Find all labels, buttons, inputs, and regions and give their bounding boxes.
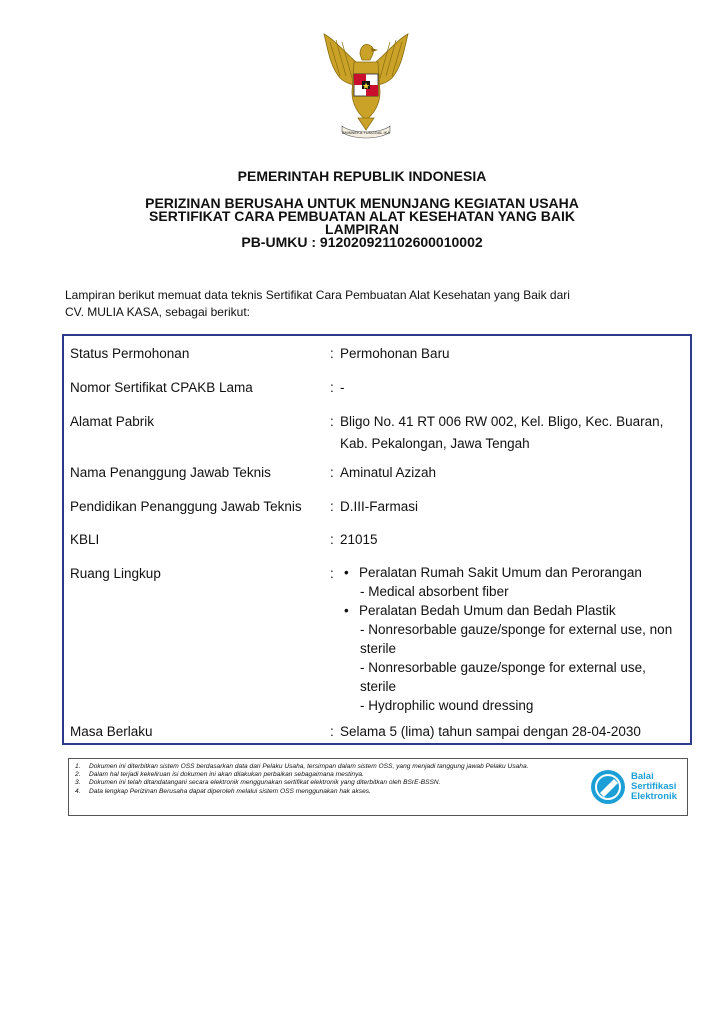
scope-subitem: - Hydrophilic wound dressing [360, 698, 534, 713]
field-label: Status Permohonan [70, 346, 190, 361]
footer-note [75, 771, 555, 779]
field-value: Selama 5 (lima) tahun sampai dengan 28-04-2030 [340, 724, 641, 739]
document-title-line3: LAMPIRAN [325, 221, 399, 237]
license-number: PB-UMKU : 912020921102600010002 [241, 234, 483, 250]
note-number: 4. [75, 787, 81, 795]
field-value: Aminatul Azizah [340, 465, 437, 480]
garuda-emblem-icon [316, 30, 416, 142]
scope-subitem: - Medical absorbent fiber [360, 584, 509, 599]
intro-line: Lampiran berikut memuat data teknis Sertifikat Cara Pembuatan Alat Kesehatan yang Baik dari [65, 288, 570, 302]
field-label: Masa Berlaku [70, 724, 153, 739]
bullet-icon: • [344, 603, 349, 618]
scope-item-title: Peralatan Rumah Sakit Umum dan Perorangan [359, 565, 642, 580]
field-value: 21015 [340, 532, 378, 547]
footer-note [75, 779, 555, 787]
colon: : [330, 724, 334, 739]
scope-item [340, 563, 685, 582]
colon: : [330, 499, 334, 514]
bsre-label-line: Balai [631, 771, 654, 782]
document-title-line1: PERIZINAN BERUSAHA UNTUK MENUNJANG KEGIATAN USAHA [145, 195, 579, 211]
colon: : [330, 465, 334, 480]
field-label: KBLI [70, 532, 100, 547]
scope-item-title: Peralatan Bedah Umum dan Bedah Plastik [359, 603, 616, 618]
note-text: Dokumen ini diterbitkan sistem OSS berdasarkan data dari Pelaku Usaha, tersimpan dalam sistem OSS, yang menjadi tanggung jawab Pelaku Usaha. [89, 763, 529, 770]
scope-subitem: - Nonresorbable gauze/sponge for external use, sterile [360, 660, 646, 694]
colon: : [330, 532, 334, 547]
field-label: Nama Penanggung Jawab Teknis [70, 465, 271, 480]
intro-line: CV. MULIA KASA, sebagai berikut: [65, 305, 250, 319]
field-value [340, 411, 685, 454]
note-number: 1. [75, 763, 81, 770]
bullet-icon: • [344, 565, 349, 580]
bsre-badge [589, 768, 685, 808]
colon: : [330, 414, 334, 429]
document-title-line2: SERTIFIKAT CARA PEMBUATAN ALAT KESEHATAN YANG BAIK [149, 208, 575, 224]
bsre-label [631, 772, 677, 802]
note-number: 3. [75, 779, 81, 787]
government-title: PEMERINTAH REPUBLIK INDONESIA [237, 168, 487, 184]
field-label: Alamat Pabrik [70, 414, 155, 429]
note-text: Dalam hal terjadi kekeliruan isi dokumen ini akan dilakukan perbaikan sebagaimana mestinya. [89, 771, 364, 779]
colon: : [330, 346, 334, 361]
footer-note [75, 763, 555, 771]
technical-data-box [62, 334, 692, 745]
note-number: 2. [75, 771, 81, 779]
scope-list [340, 563, 685, 715]
address-line: Kab. Pekalongan, Jawa Tengah [340, 436, 530, 451]
colon: : [330, 566, 334, 581]
intro-paragraph [65, 287, 665, 321]
field-label: Ruang Lingkup [70, 566, 161, 581]
footer-note [75, 788, 555, 796]
note-text: Data lengkap Perizinan Berusaha dapat diperoleh melalui sistem OSS menggunakan hak akses. [89, 787, 371, 795]
footer-notes-box [68, 758, 688, 816]
bsre-label-line: Sertifikasi [631, 781, 677, 792]
bsre-label-line: Elektronik [631, 791, 677, 802]
field-value: Permohonan Baru [340, 346, 450, 361]
scope-item [340, 601, 685, 620]
colon: : [330, 380, 334, 395]
field-label: Nomor Sertifikat CPAKB Lama [70, 380, 253, 395]
field-label: Pendidikan Penanggung Jawab Teknis [70, 499, 302, 514]
svg-text:BHINNEKA TUNGGAL IKA: BHINNEKA TUNGGAL IKA [341, 130, 391, 135]
address-line: Bligo No. 41 RT 006 RW 002, Kel. Bligo, Kec. Buaran, [340, 414, 664, 429]
bsre-logo-icon [589, 768, 627, 806]
field-value: D.III-Farmasi [340, 499, 419, 514]
scope-subitem: - Nonresorbable gauze/sponge for external use, non sterile [360, 622, 673, 656]
footer-notes [75, 763, 555, 796]
note-text: Dokumen ini telah ditandatangani secara elektronik menggunakan sertifikat elektronik yang diterbitkan oleh BSrE-BSSN. [89, 779, 441, 787]
field-value: - [340, 380, 345, 395]
